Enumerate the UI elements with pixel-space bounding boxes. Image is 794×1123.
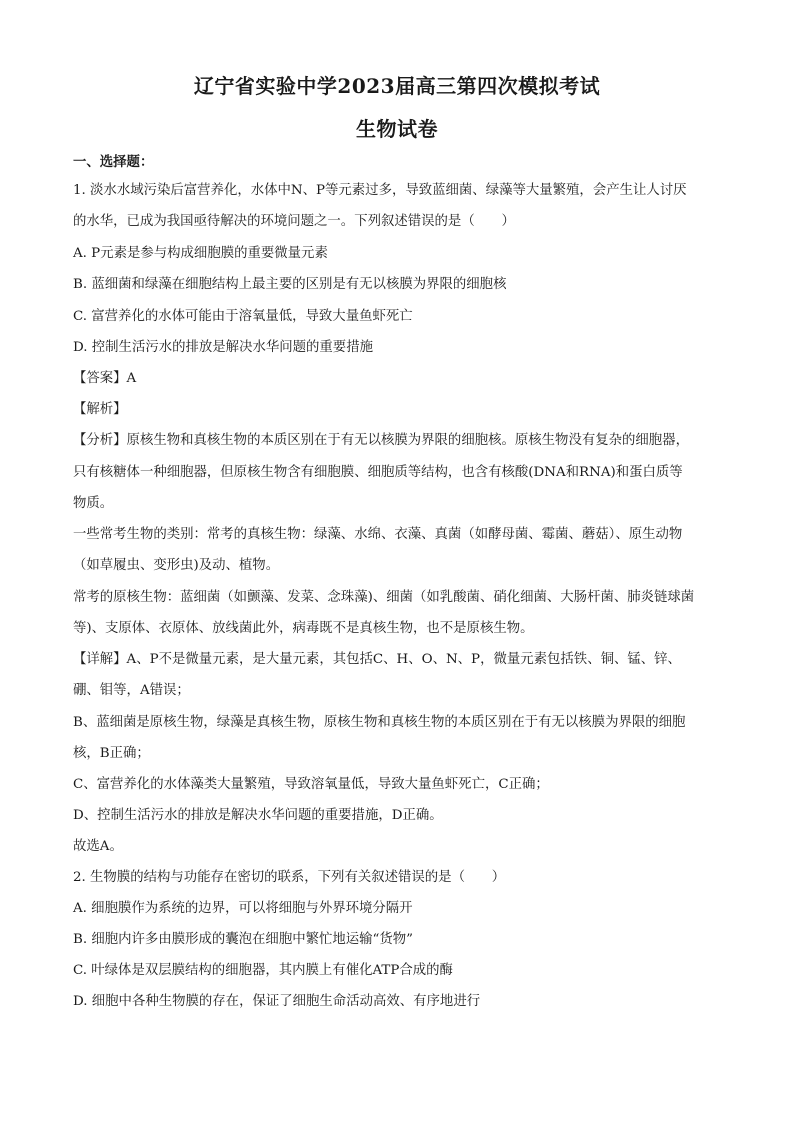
q1-option-b: B. 蓝细菌和绿藻在细胞结构上最主要的区别是有无以核膜为界限的细胞核 — [73, 277, 507, 292]
q2-option-a: A. 细胞膜作为系统的边界，可以将细胞与外界环境分隔开 — [73, 901, 413, 916]
q1-analysis-line-7: 等)、支原体、衣原体、放线菌此外，病毒既不是真核生物，也不是原核生物。 — [73, 621, 534, 636]
q1-analysis-label: 【解析】 — [73, 402, 127, 417]
q1-conclusion: 故选A。 — [73, 839, 123, 854]
q2-stem: 2. 生物膜的结构与功能存在密切的联系，下列有关叙述错误的是（ ） — [73, 870, 506, 885]
q1-option-a: A. P元素是参与构成细胞膜的重要微量元素 — [73, 246, 328, 261]
q1-analysis-line-5: （如草履虫、变形虫)及动、植物。 — [73, 558, 280, 573]
q2-option-b: B. 细胞内许多由膜形成的囊泡在细胞中繁忙地运输“货物” — [73, 932, 414, 947]
page-title: 辽宁省实验中学2023届高三第四次模拟考试 — [193, 74, 601, 98]
q1-detail-line-3: B、蓝细菌是原核生物，绿藻是真核生物，原核生物和真核生物的本质区别在于有无以核膜为界限的细胞 — [73, 715, 686, 730]
q1-answer: 【答案】A — [73, 371, 137, 386]
q1-detail-line-1: 【详解】A、P不是微量元素，是大量元素，其包括C、H、O、N、P，微量元素包括铁、铜、锰、锌、 — [73, 652, 681, 667]
q1-analysis-line-1: 【分析】原核生物和真核生物的本质区别在于有无以核膜为界限的细胞核。原核生物没有复杂的细胞器， — [73, 433, 689, 448]
q1-detail-line-6: D、控制生活污水的排放是解决水华问题的重要措施，D正确。 — [73, 808, 443, 823]
section-heading: 一、选择题： — [73, 154, 154, 170]
q1-analysis-line-6: 常考的原核生物：蓝细菌（如颤藻、发菜、念珠藻)、细菌（如乳酸菌、硝化细菌、大肠杆菌、肺炎链球菌 — [73, 590, 695, 605]
page-subtitle: 生物试卷 — [356, 117, 438, 141]
q1-analysis-line-3: 物质。 — [73, 496, 114, 511]
q1-detail-line-5: C、富营养化的水体藻类大量繁殖，导致溶氧量低，导致大量鱼虾死亡，C正确； — [73, 777, 549, 792]
q1-stem-line-2: 的水华，已成为我国亟待解决的环境问题之一。下列叙述错误的是（ ） — [73, 214, 515, 229]
q1-detail-line-4: 核，B正确； — [73, 746, 150, 761]
q1-detail-line-2: 硼、钼等，A错误； — [73, 683, 190, 698]
q1-option-d: D. 控制生活污水的排放是解决水华问题的重要措施 — [73, 340, 373, 355]
q2-option-c: C. 叶绿体是双层膜结构的细胞器，其内膜上有催化ATP合成的酶 — [73, 963, 453, 978]
q1-stem-line-1: 1. 淡水水域污染后富营养化，水体中N、P等元素过多，导致蓝细菌、绿藻等大量繁殖，会产生让人讨厌 — [73, 183, 687, 198]
q2-option-d: D. 细胞中各种生物膜的存在，保证了细胞生命活动高效、有序地进行 — [73, 994, 481, 1009]
q1-analysis-line-2: 只有核糖体一种细胞器，但原核生物含有细胞膜、细胞质等结构，也含有核酸(DNA和RNA)和蛋白质等 — [73, 465, 683, 480]
q1-analysis-line-4: 一些常考生物的类别：常考的真核生物：绿藻、水绵、衣藻、真菌（如酵母菌、霉菌、蘑菇）、原生动物 — [73, 527, 683, 542]
q1-option-c: C. 富营养化的水体可能由于溶氧量低，导致大量鱼虾死亡 — [73, 309, 413, 324]
